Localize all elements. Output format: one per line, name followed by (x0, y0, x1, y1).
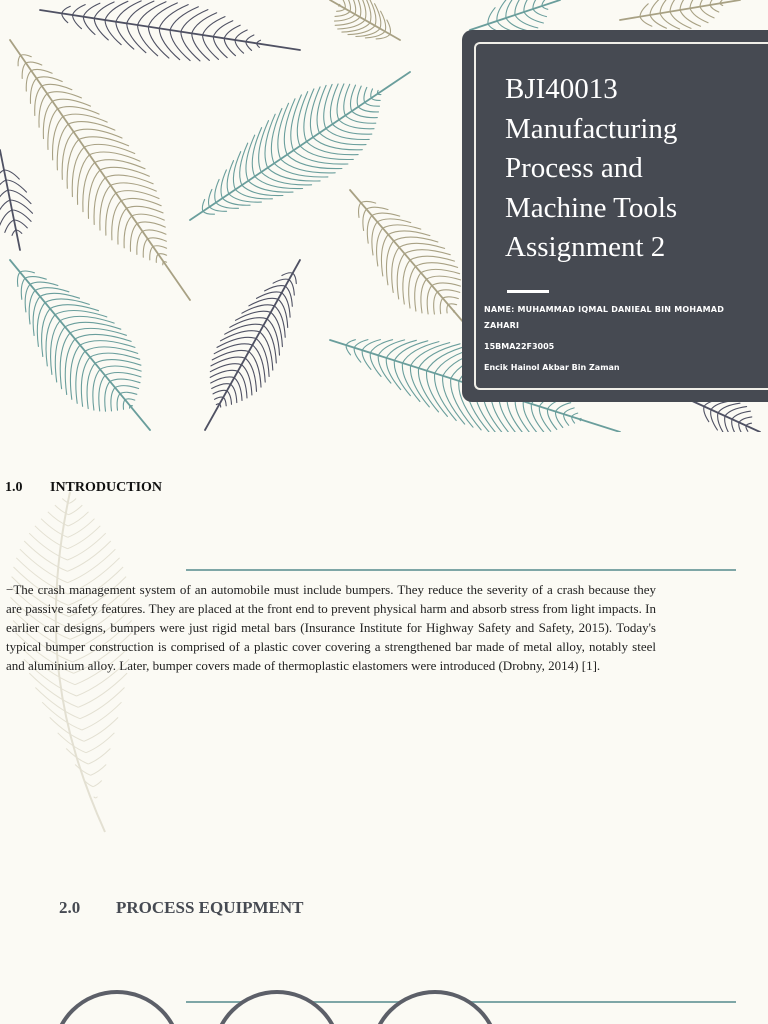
document-title (505, 70, 755, 268)
feather (0, 150, 33, 250)
feather (205, 260, 300, 430)
title-line: Process and (505, 152, 643, 184)
faded-feather-watermark (0, 432, 768, 1024)
feather (10, 260, 150, 430)
feather (40, 1, 300, 61)
feather (330, 0, 400, 40)
student-name: NAME: MUHAMMAD IQMAL DANIEAL BIN MOHAMAD ZAHARI (484, 305, 725, 330)
feather (690, 400, 760, 432)
section-number: 1.0 (5, 480, 23, 495)
supervisor-name: Encik Hainol Akbar Bin Zaman (484, 363, 620, 372)
introduction-paragraph: −The crash management system of an automobile must include bumpers. They reduce the severity of a crash because they are passive safety features. They are placed at the front end to prevent physical harm and absorb stress from light impacts. In earlier car designs, bumpers were just rigid metal bars (Insurance Institute for Highway Safety and Safety, 2015). Today's typical bumper construction is comprised of a plastic cover covering a strengthened bar made of metal alloy, notably steel and aluminium alloy. Later, bumper covers made of thermoplastic elastomers were introduced (Drobny, 2014) [1]. (6, 582, 656, 673)
section-heading: INTRODUCTION (50, 480, 163, 495)
title-line: BJI40013 (505, 73, 618, 105)
document-page (0, 432, 768, 1024)
section-heading: PROCESS EQUIPMENT (116, 898, 304, 917)
feather (190, 72, 410, 220)
student-id: 15BMA22F3005 (484, 342, 555, 351)
section-divider (186, 569, 736, 571)
feather (470, 0, 560, 33)
feather (620, 0, 740, 29)
title-line: Assignment 2 (505, 231, 666, 263)
feather (350, 190, 470, 330)
title-line: Machine Tools (505, 191, 678, 224)
feather (10, 40, 190, 300)
title-divider (507, 290, 549, 293)
title-line: Manufacturing (505, 112, 678, 145)
section-number: 2.0 (59, 898, 81, 917)
